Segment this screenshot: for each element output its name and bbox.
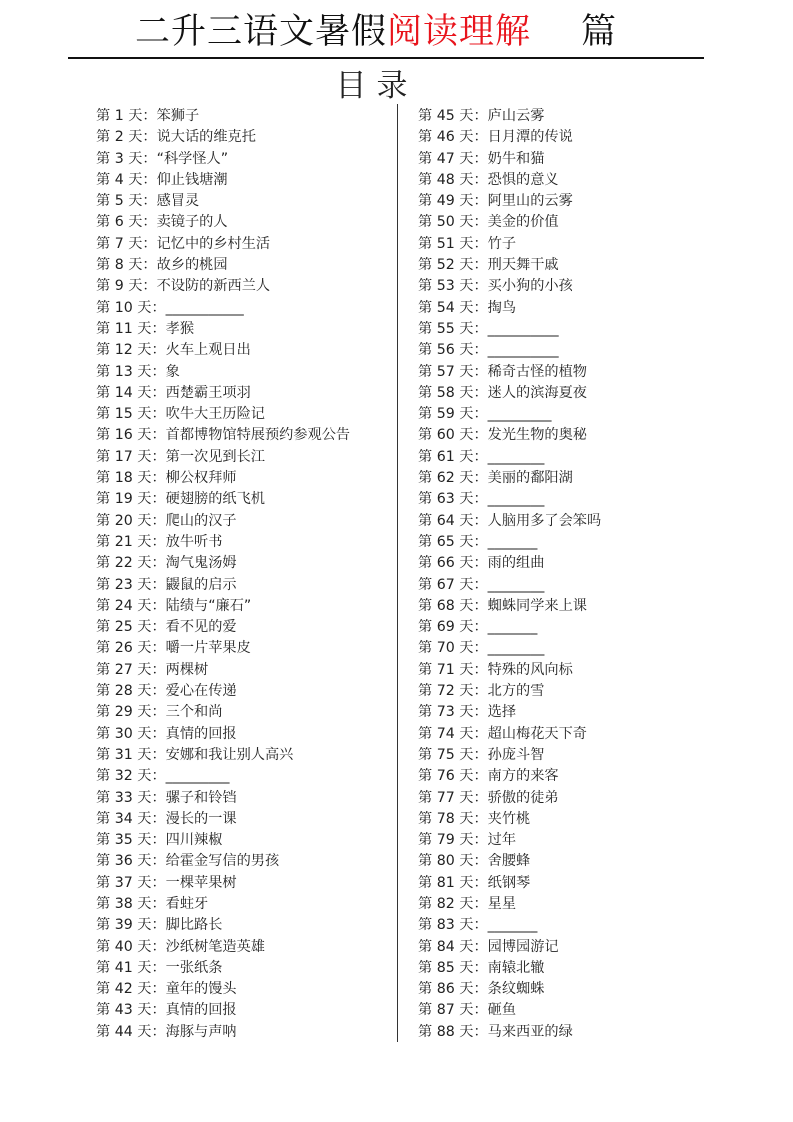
- toc-entry: 第 83 天：_______: [418, 917, 538, 934]
- toc-entry: 第 27 天：两棵树: [96, 661, 209, 678]
- toc-entry: 第 29 天：三个和尚: [96, 704, 223, 721]
- toc-entry: 第 65 天：_______: [418, 533, 538, 550]
- toc-entry: 第 21 天：放牛听书: [96, 533, 223, 550]
- toc-entry: 第 5 天：感冒灵: [96, 193, 200, 210]
- toc-entry: 第 10 天：___________: [96, 299, 244, 316]
- toc-entry: 第 36 天：给霍金写信的男孩: [96, 853, 280, 870]
- toc-entry: 第 18 天：柳公权拜师: [96, 470, 237, 487]
- toc-entry: 第 39 天：脚比路长: [96, 917, 223, 934]
- toc-entry: 第 79 天：过年: [418, 832, 517, 849]
- toc-entry: 第 71 天：特殊的风向标: [418, 661, 573, 678]
- toc-entry: 第 28 天：爱心在传递: [96, 683, 237, 700]
- toc-entry: 第 31 天：安娜和我让别人高兴: [96, 746, 294, 763]
- title-black-part: 二升三语文暑假: [135, 12, 388, 52]
- toc-entry: 第 46 天：日月潭的传说: [418, 129, 573, 146]
- title-red-part: 阅读理解: [387, 12, 532, 52]
- toc-entry: 第 73 天：选择: [418, 704, 517, 721]
- toc-entry: 第 44 天：海豚与声呐: [96, 1023, 237, 1040]
- toc-entry: 第 11 天：孝猴: [96, 320, 195, 337]
- toc-entry: 第 51 天：竹子: [418, 235, 517, 252]
- toc-entry: 第 85 天：南辕北辙: [418, 959, 545, 976]
- toc-entry: 第 56 天：__________: [418, 342, 559, 359]
- toc-entry: 第 4 天：仰止钱塘潮: [96, 171, 228, 188]
- title-underline: [68, 57, 704, 59]
- toc-entry: 第 70 天：________: [418, 640, 545, 657]
- toc-entry: 第 37 天：一棵苹果树: [96, 874, 237, 891]
- toc-entry: 第 35 天：四川辣椒: [96, 832, 223, 849]
- column-divider: [397, 104, 398, 1042]
- toc-entry: 第 53 天：买小狗的小孩: [418, 278, 573, 295]
- document-title: [135, 10, 617, 54]
- toc-entry: 第 69 天：_______: [418, 619, 538, 636]
- toc-entry: 第 48 天：恐惧的意义: [418, 171, 559, 188]
- title-suffix: 篇: [581, 12, 618, 52]
- toc-entry: 第 57 天：稀奇古怪的植物: [418, 363, 587, 380]
- toc-entry: 第 30 天：真情的回报: [96, 725, 237, 742]
- toc-entry: 第 42 天：童年的馒头: [96, 981, 237, 998]
- toc-entry: 第 43 天：真情的回报: [96, 1002, 237, 1019]
- toc-entry: 第 75 天：孙庞斗智: [418, 746, 545, 763]
- toc-entry: 第 55 天：__________: [418, 320, 559, 337]
- toc-entry: 第 25 天：看不见的爱: [96, 619, 237, 636]
- toc-entry: 第 15 天：吹牛大王历险记: [96, 406, 265, 423]
- toc-entry: 第 26 天：嚼一片苹果皮: [96, 640, 251, 657]
- toc-left-column: [96, 106, 350, 1043]
- toc-entry: 第 72 天：北方的雪: [418, 683, 545, 700]
- toc-entry: 第 6 天：卖镜子的人: [96, 214, 228, 231]
- toc-entry: 第 22 天：淘气鬼汤姆: [96, 555, 237, 572]
- toc-entry: 第 16 天：首都博物馆特展预约参观公告: [96, 427, 351, 444]
- toc-entry: 第 49 天：阿里山的云雾: [418, 193, 573, 210]
- toc-entry: 第 19 天：硬翅膀的纸飞机: [96, 491, 265, 508]
- toc-entry: 第 45 天：庐山云雾: [418, 108, 545, 124]
- toc-entry: 第 33 天：骡子和铃铛: [96, 789, 237, 806]
- toc-heading: 目录: [335, 68, 418, 104]
- toc-entry: 第 76 天：南方的来客: [418, 768, 559, 785]
- toc-entry: 第 87 天：砸鱼: [418, 1002, 517, 1019]
- toc-entry: 第 81 天：纸钢琴: [418, 874, 531, 891]
- toc-entry: 第 13 天：象: [96, 363, 180, 380]
- toc-entry: 第 80 天：舍腰蜂: [418, 853, 531, 870]
- toc-entry: 第 78 天：夹竹桃: [418, 810, 531, 827]
- toc-entry: 第 58 天：迷人的滨海夏夜: [418, 384, 587, 401]
- toc-entry: 第 2 天：说大话的维克托: [96, 129, 256, 146]
- toc-entry: 第 47 天：奶牛和猫: [418, 150, 545, 167]
- toc-right-column: [418, 106, 601, 1043]
- toc-entry: 第 86 天：条纹蜘蛛: [418, 981, 545, 998]
- toc-entry: 第 88 天：马来西亚的绿: [418, 1023, 573, 1040]
- toc-entry: 第 3 天：“科学怪人”: [96, 150, 229, 167]
- toc-entry: 第 32 天：_________: [96, 768, 230, 785]
- toc-entry: 第 38 天：看蛀牙: [96, 895, 209, 912]
- toc-entry: 第 7 天：记忆中的乡村生活: [96, 235, 271, 252]
- toc-entry: 第 54 天：掏鸟: [418, 299, 517, 316]
- toc-entry: 第 50 天：美金的价值: [418, 214, 559, 231]
- toc-entry: 第 14 天：西楚霸王项羽: [96, 384, 251, 401]
- toc-entry: 第 34 天：漫长的一课: [96, 810, 237, 827]
- page-header: [0, 0, 793, 62]
- toc-entry: 第 84 天：园博园游记: [418, 938, 559, 955]
- toc-entry: 第 41 天：一张纸条: [96, 959, 223, 976]
- toc-entry: 第 24 天：陆绩与“廉石”: [96, 597, 252, 614]
- toc-entry: 第 59 天：_________: [418, 406, 552, 423]
- toc-entry: 第 62 天：美丽的鄱阳湖: [418, 470, 573, 487]
- toc-entry: 第 60 天：发光生物的奥秘: [418, 427, 587, 444]
- toc-entry: 第 8 天：故乡的桃园: [96, 257, 228, 274]
- toc-entry: 第 17 天：第一次见到长江: [96, 448, 265, 465]
- toc-entry: 第 1 天：笨狮子: [96, 108, 200, 124]
- toc-entry: 第 82 天：星星: [418, 895, 517, 912]
- toc-entry: 第 40 天：沙纸树笔造英雄: [96, 938, 265, 955]
- toc-entry: 第 77 天：骄傲的徒弟: [418, 789, 559, 806]
- toc-entry: 第 67 天：________: [418, 576, 545, 593]
- toc-entry: 第 12 天：火车上观日出: [96, 342, 251, 359]
- toc-entry: 第 52 天：刑天舞干戚: [418, 257, 559, 274]
- toc-entry: 第 23 天：鼹鼠的启示: [96, 576, 237, 593]
- toc-entry: 第 66 天：雨的组曲: [418, 555, 545, 572]
- toc-entry: 第 9 天：不设防的新西兰人: [96, 278, 271, 295]
- toc-entry: 第 68 天：蜘蛛同学来上课: [418, 597, 587, 614]
- toc-entry: 第 63 天：________: [418, 491, 545, 508]
- toc-entry: 第 61 天：________: [418, 448, 545, 465]
- toc-entry: 第 20 天：爬山的汉子: [96, 512, 237, 529]
- toc-entry: 第 74 天：超山梅花天下奇: [418, 725, 587, 742]
- toc-entry: 第 64 天：人脑用多了会笨吗: [418, 512, 602, 529]
